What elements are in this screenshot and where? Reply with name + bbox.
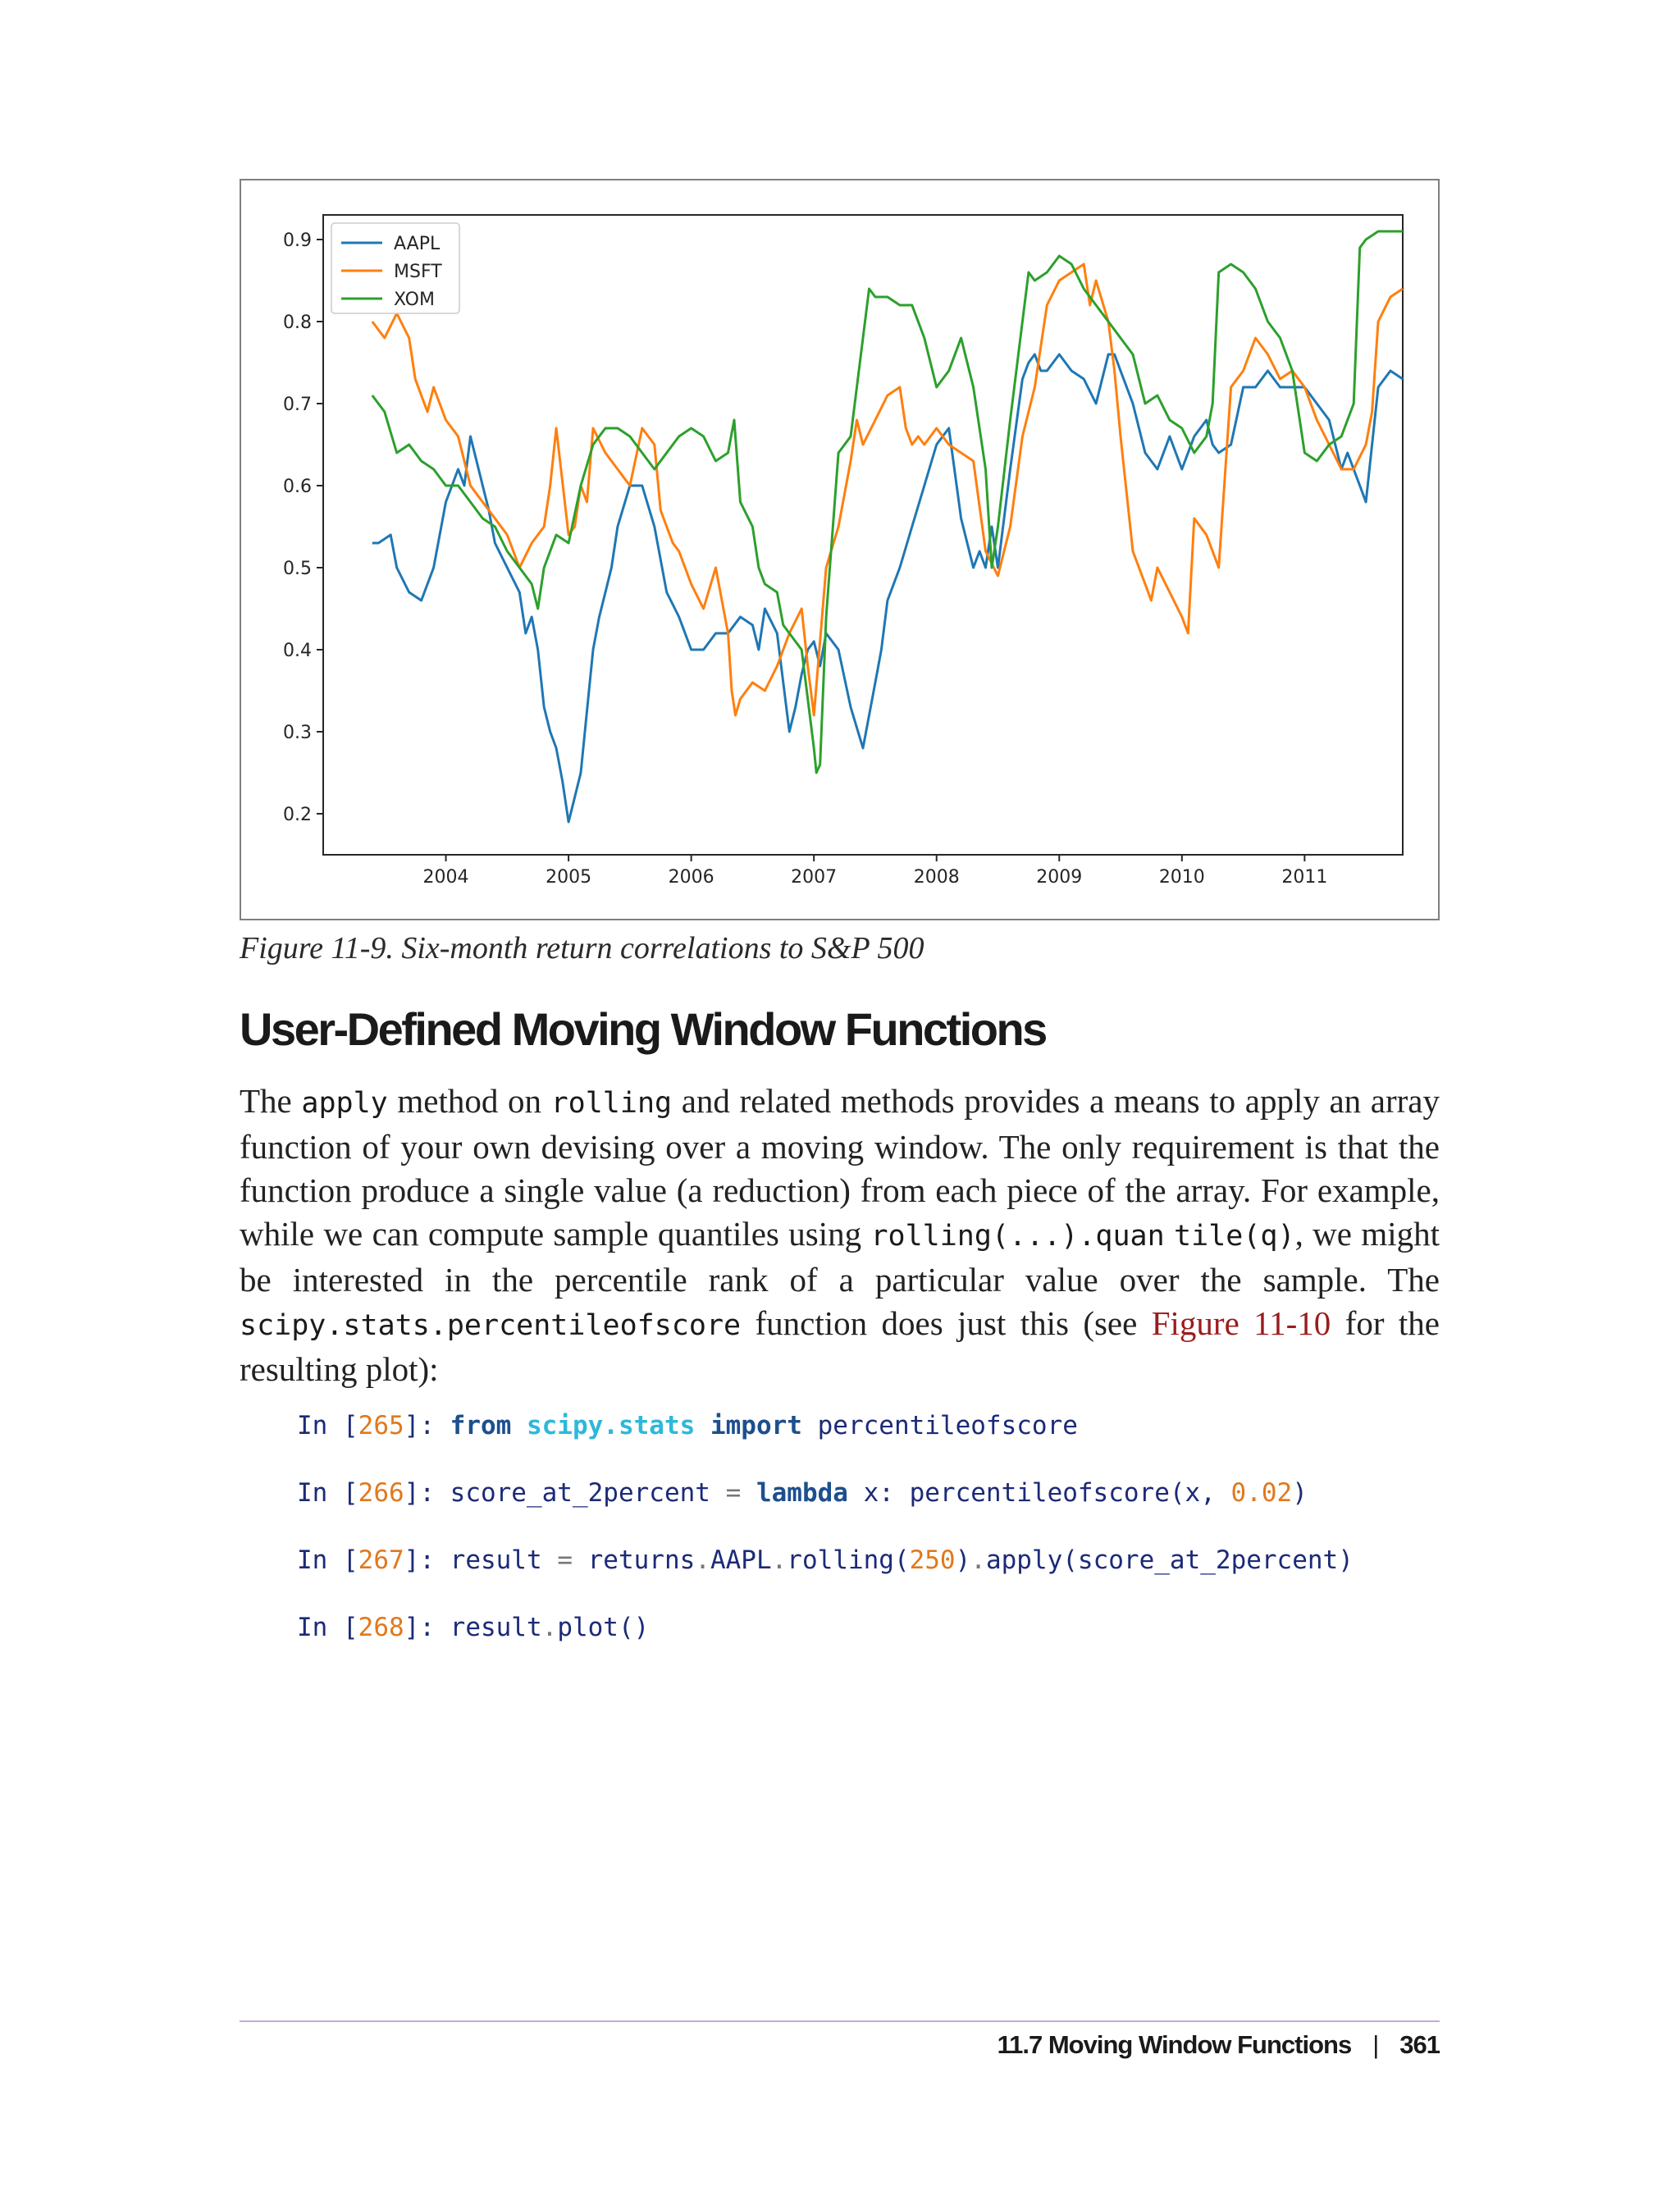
- y-tick-label: 0.2: [283, 805, 312, 825]
- y-tick-label: 0.4: [283, 641, 312, 661]
- y-tick-label: 0.8: [283, 313, 312, 333]
- x-tick-label: 2010: [1158, 867, 1205, 888]
- y-tick-label: 0.9: [283, 231, 312, 251]
- series-line-msft: [372, 264, 1403, 715]
- x-tick-label: 2008: [913, 867, 960, 888]
- inline-code-rolling: rolling: [550, 1087, 673, 1120]
- inline-code-apply: apply: [301, 1087, 388, 1120]
- page-footer: [998, 2030, 1440, 2060]
- x-tick-label: 2006: [668, 867, 714, 888]
- figure-cross-reference-link[interactable]: Figure 11-10: [1151, 1304, 1331, 1342]
- series-line-xom: [372, 231, 1403, 773]
- legend-label-msft: MSFT: [394, 262, 442, 282]
- footer-separator: |: [1372, 2030, 1379, 2059]
- code-line-265: In [265]: from scipy.stats import percentileofscore: [297, 1411, 1078, 1440]
- section-heading: User-Defined Moving Window Functions: [240, 1003, 1046, 1055]
- correlation-chart: [241, 180, 1438, 919]
- figure-caption: Figure 11-9. Six-month return correlations to S&P 500: [240, 931, 924, 966]
- page-number: 361: [1399, 2030, 1440, 2059]
- code-line-267: In [267]: result = returns.AAPL.rolling(250).apply(score_at_2percent): [297, 1545, 1354, 1575]
- x-tick-label: 2005: [546, 867, 592, 888]
- legend-label-aapl: AAPL: [394, 234, 441, 254]
- inline-code-rolling-quantile: rolling(...).quan: [870, 1220, 1165, 1253]
- footer-section-title: 11.7 Moving Window Functions: [997, 2030, 1352, 2059]
- legend-label-xom: XOM: [394, 290, 435, 310]
- x-tick-label: 2009: [1036, 867, 1083, 888]
- y-tick-label: 0.7: [283, 395, 312, 415]
- code-line-266: In [266]: score_at_2percent = lambda x: percentileofscore(x, 0.02): [297, 1478, 1308, 1508]
- y-tick-label: 0.5: [283, 559, 312, 579]
- y-tick-label: 0.6: [283, 477, 312, 497]
- inline-code-percentileofscore: scipy.stats.percentileofscore: [240, 1309, 742, 1342]
- x-tick-label: 2007: [791, 867, 838, 888]
- series-line-aapl: [372, 354, 1403, 822]
- figure-frame: [240, 179, 1440, 920]
- x-tick-label: 2004: [422, 867, 469, 888]
- body-paragraph: The apply method on rolling and related methods provides a means to apply an array function of your own devising over a moving window. The only requirement is that the function produce a single value (a reduction) from each piece of the array. For example, while we can compute sample quantiles using rolling(...).quan tile(q), we might be interested in the percentile rank of a particular value over the sample. The scipy.stats.percentileofscore function does just this (see Figure 11-10 for the resulting plot):: [240, 1082, 1440, 1388]
- footer-divider: [240, 2020, 1440, 2022]
- plot-area: [323, 215, 1403, 855]
- code-line-268: In [268]: result.plot(): [297, 1613, 650, 1642]
- y-tick-label: 0.3: [283, 723, 312, 743]
- inline-code-rolling-quantile-cont: tile(q): [1174, 1220, 1295, 1253]
- x-tick-label: 2011: [1281, 867, 1328, 888]
